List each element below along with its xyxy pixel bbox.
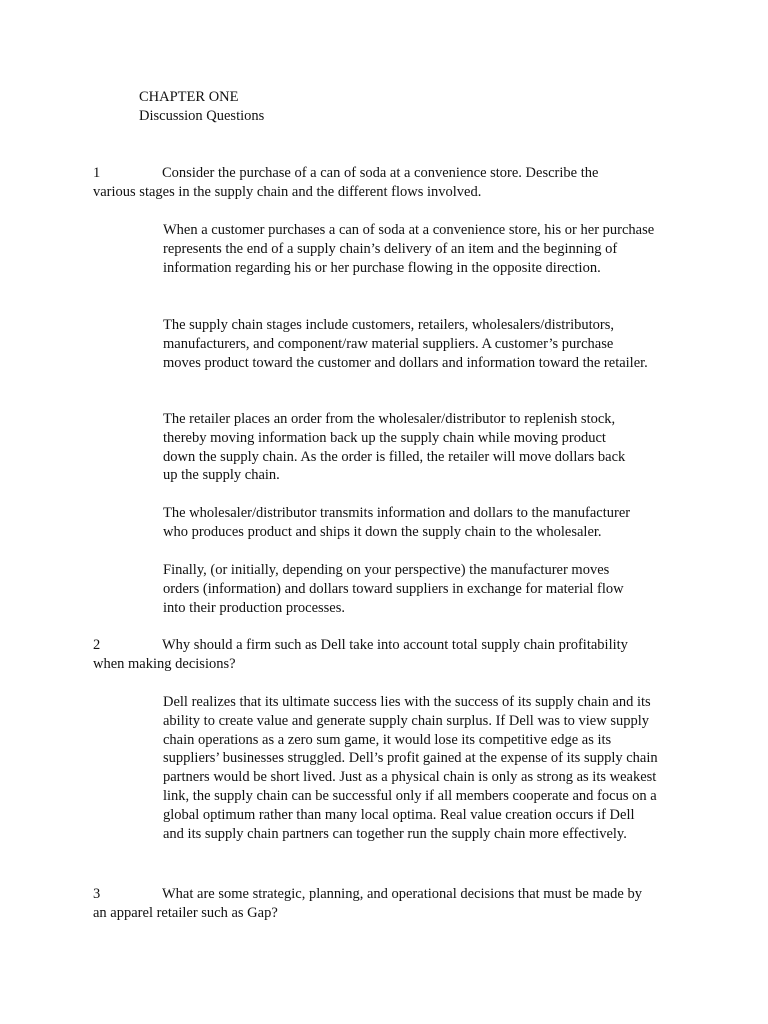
- answer-1-paragraph-3: [163, 410, 638, 485]
- question-1: [93, 164, 683, 202]
- question-number: 2: [93, 637, 101, 653]
- answer-1-paragraph-2: [163, 316, 653, 372]
- answer-1-paragraph-5: [163, 561, 648, 617]
- question-3: [93, 885, 683, 923]
- answer-1-paragraph-1: [163, 221, 663, 277]
- chapter-title: CHAPTER ONE: [139, 89, 239, 105]
- question-text: Consider the purchase of a can of soda at a convenience store. Describe the: [162, 165, 599, 181]
- question-text-continued: various stages in the supply chain and the different flows involved.: [93, 184, 482, 200]
- question-text: What are some strategic, planning, and operational decisions that must be made by: [162, 886, 642, 902]
- answer-paragraph: Dell realizes that its ultimate success lies with the success of its supply chain and its ability to create value and generate supply chain surplus. If Dell was to view supply chain operations as a zero sum game, it would lose its competitive edge as its suppliers’ businesses struggled. Dell’s profit gained at the expense of its supply chain partners would be short lived. Just as a physical chain is only as strong as its weakest link, the supply chain can be successful only if all members cooperate and focus on a global optimum rather than many local optima. Real value creation occurs if Dell and its supply chain partners can together run the supply chain more effectively.: [163, 694, 658, 842]
- answer-paragraph: Finally, (or initially, depending on your perspective) the manufacturer moves orders (information) and dollars toward suppliers in exchange for material flow into their production processes.: [163, 562, 624, 616]
- answer-paragraph: The retailer places an order from the wholesaler/distributor to replenish stock, thereby moving information back up the supply chain while moving product down the supply chain. As the order is filled, the retailer will move dollars back up the supply chain.: [163, 411, 626, 484]
- question-number: 1: [93, 165, 101, 181]
- question-text-continued: an apparel retailer such as Gap?: [93, 905, 278, 921]
- question-text-continued: when making decisions?: [93, 656, 236, 672]
- answer-paragraph: The wholesaler/distributor transmits information and dollars to the manufacturer who produces product and ships it down the supply chain to the wholesaler.: [163, 505, 631, 540]
- question-number: 3: [93, 886, 101, 902]
- section-subtitle: Discussion Questions: [139, 108, 265, 124]
- answer-1-paragraph-4: [163, 504, 653, 542]
- question-2: [93, 636, 683, 674]
- answer-paragraph: When a customer purchases a can of soda at a convenience store, his or her purchase represents the end of a supply chain’s delivery of an item and the beginning of information regarding his or her purchase flowing in the opposite direction.: [163, 222, 655, 276]
- chapter-header: [139, 88, 264, 126]
- question-text: Why should a firm such as Dell take into account total supply chain profitability: [162, 637, 628, 653]
- answer-2-paragraph-1: [163, 693, 658, 843]
- answer-paragraph: The supply chain stages include customers, retailers, wholesalers/distributors, manufacturers, and component/raw material suppliers. A customer’s purchase moves product toward the customer and dollars and information toward the retailer.: [163, 317, 648, 371]
